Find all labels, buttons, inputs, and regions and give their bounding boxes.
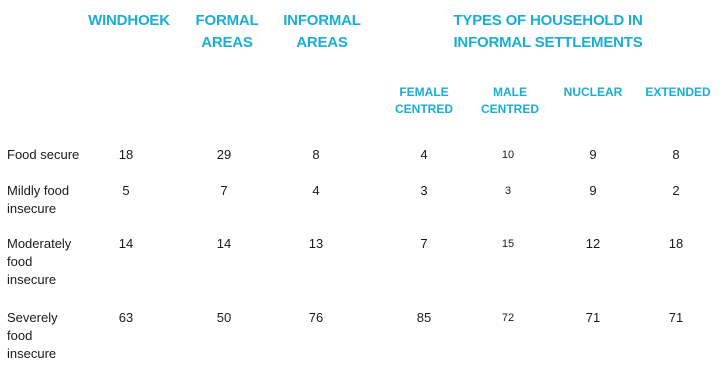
row-label-line: food [7,254,33,269]
table-cell: 9 [589,147,597,162]
table-cell: 18 [668,236,684,251]
header-informal-areas [270,10,374,54]
row-label-line: Severely [7,310,58,325]
row-label-line: Mildly food [7,183,70,198]
table-cell: 9 [589,183,597,198]
table-cell: 7 [220,183,228,198]
table-cell: 8 [312,147,320,162]
table-cell: 29 [216,147,232,162]
table-cell: 12 [585,236,601,251]
table-cell: 72 [501,312,515,324]
table-cell: 3 [504,185,512,197]
table-cell: 14 [216,236,232,251]
subheader-extended-line: EXTENDED [645,85,711,99]
table-cell: 5 [122,183,130,198]
header-informal-line-2: AREAS [296,34,348,51]
header-formal-areas [184,10,270,54]
header-windhoek-line: WINDHOEK [88,12,170,29]
table-cell: 85 [416,310,432,325]
row-label-line: insecure [7,272,57,287]
table-cell: 71 [668,310,684,325]
table-cell: 50 [216,310,232,325]
subheader-extended [636,84,720,101]
table-cell: 15 [501,238,515,250]
subheader-nuclear-line: NUCLEAR [563,85,623,99]
table-cell: 76 [308,310,324,325]
table-cell: 4 [312,183,320,198]
row-label-severely-food-insecure [7,309,97,363]
header-household-types [418,10,678,54]
table-cell: 2 [672,183,680,198]
row-label-mildly-food-insecure [7,182,97,218]
row-label-line: insecure [7,346,57,361]
subheader-male-line-1: MALE [493,85,527,99]
header-formal-line-2: AREAS [201,34,253,51]
table-cell: 10 [501,149,515,161]
header-informal-line-1: INFORMAL [283,12,361,29]
row-label-moderately-food-insecure [7,235,97,289]
header-windhoek [74,10,184,32]
row-label-line: insecure [7,201,57,216]
table-cell: 8 [672,147,680,162]
table-cell: 18 [118,147,134,162]
subheader-female-line-2: CENTRED [394,102,453,116]
row-label-line: Moderately [7,236,72,251]
subheader-nuclear [554,84,632,101]
row-label-food-secure [7,146,97,164]
table-cell: 71 [585,310,601,325]
subheader-female-line-1: FEMALE [399,85,449,99]
header-types-line-1: TYPES OF HOUSEHOLD IN [453,12,643,29]
subheader-female-centred [386,84,462,118]
table-cell: 4 [420,147,428,162]
header-formal-line-1: FORMAL [195,12,259,29]
table-cell: 63 [118,310,134,325]
subheader-male-centred [472,84,548,118]
header-types-line-2: INFORMAL SETTLEMENTS [453,34,643,51]
table-cell: 14 [118,236,134,251]
row-label-line: food [7,328,33,343]
table-cell: 13 [308,236,324,251]
table-cell: 7 [420,236,428,251]
row-label-line: Food secure [7,147,80,162]
table-cell: 3 [420,183,428,198]
subheader-male-line-2: CENTRED [480,102,539,116]
